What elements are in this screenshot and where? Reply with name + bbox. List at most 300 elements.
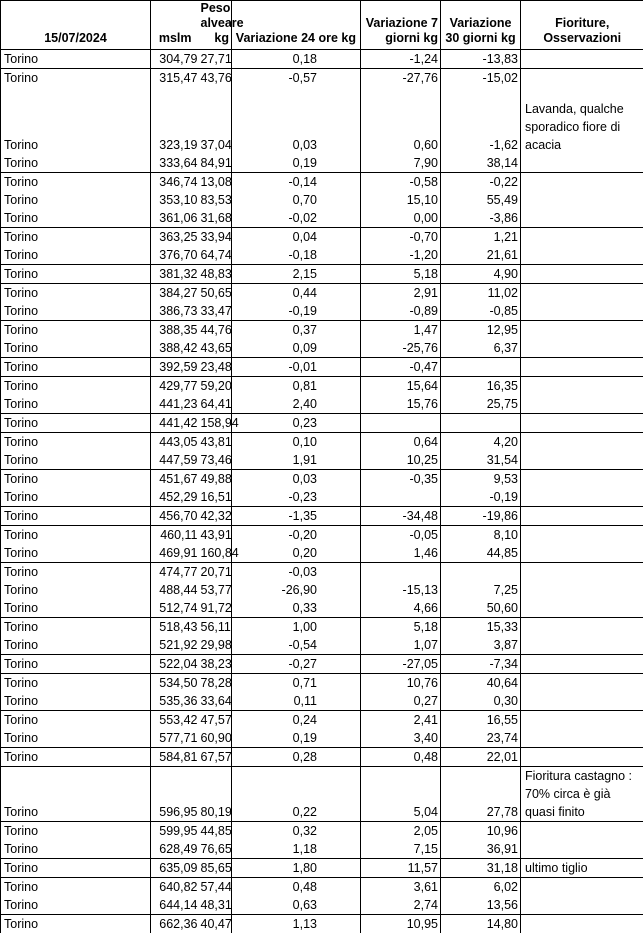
cell-v24[interactable]: 0,63 xyxy=(232,896,361,915)
cell-loc[interactable]: Torino xyxy=(1,507,151,526)
cell-mslm[interactable]: 640,82 xyxy=(159,880,198,894)
cell-v24[interactable]: -26,90 xyxy=(232,581,361,599)
cell-peso[interactable]: 50,65 xyxy=(198,284,232,303)
cell-notes[interactable] xyxy=(521,822,643,841)
cell-v30[interactable]: 14,80 xyxy=(441,915,521,934)
cell-v30[interactable]: -0,22 xyxy=(441,173,521,192)
cell-mslm[interactable]: 596,95 xyxy=(151,767,198,822)
cell-v30[interactable]: 16,35 xyxy=(441,377,521,396)
cell-peso[interactable]: 60,90 xyxy=(198,729,232,748)
cell-notes[interactable] xyxy=(521,544,643,563)
cell-peso[interactable]: 91,72 xyxy=(198,599,232,618)
cell-v7[interactable]: 7,90 xyxy=(361,154,441,173)
cell-mslm[interactable]: 323,19 xyxy=(159,138,198,152)
cell-v30[interactable]: 16,55 xyxy=(441,711,521,730)
cell-notes[interactable] xyxy=(521,451,643,470)
cell-v24[interactable]: -0,01 xyxy=(232,358,361,377)
cell-mslm[interactable]: 662,36 xyxy=(159,917,198,931)
cell-v30[interactable]: -3,86 xyxy=(441,209,521,228)
cell-mslm[interactable]: 363,25 xyxy=(159,230,198,244)
cell-v24[interactable]: 0,19 xyxy=(232,154,361,173)
cell-v30[interactable]: 11,02 xyxy=(441,284,521,303)
cell-notes[interactable] xyxy=(521,414,643,433)
cell-v30[interactable]: 27,78 xyxy=(441,767,521,822)
cell-v30[interactable] xyxy=(441,563,521,582)
cell-v30[interactable]: 15,33 xyxy=(441,618,521,637)
cell-mslm[interactable]: 388,35 xyxy=(159,323,198,337)
cell-mslm[interactable]: 392,59 xyxy=(151,358,198,377)
cell-notes[interactable] xyxy=(521,636,643,655)
cell-notes[interactable] xyxy=(521,674,643,693)
cell-peso[interactable]: 20,71 xyxy=(198,563,232,582)
cell-v30[interactable]: 4,90 xyxy=(441,265,521,284)
cell-v7[interactable]: 0,48 xyxy=(361,748,441,767)
cell-v7[interactable] xyxy=(361,563,441,582)
cell-v7[interactable]: -0,70 xyxy=(361,228,441,247)
cell-notes[interactable]: ultimo tiglio xyxy=(521,859,643,878)
cell-v30[interactable]: 0,30 xyxy=(441,692,521,711)
cell-peso[interactable]: 27,71 xyxy=(198,50,232,69)
cell-mslm[interactable]: 315,47 xyxy=(159,71,198,85)
cell-notes[interactable] xyxy=(521,246,643,265)
cell-loc[interactable]: Torino xyxy=(1,655,151,674)
cell-v7[interactable] xyxy=(361,488,441,507)
cell-v7[interactable]: 15,76 xyxy=(361,395,441,414)
cell-notes[interactable] xyxy=(521,395,643,414)
cell-v24[interactable]: -0,19 xyxy=(232,302,361,321)
cell-peso[interactable]: 43,81 xyxy=(198,433,232,452)
cell-v24[interactable]: -0,54 xyxy=(232,636,361,655)
cell-loc[interactable]: Torino xyxy=(1,339,151,358)
cell-v30[interactable] xyxy=(441,414,521,433)
cell-loc[interactable]: Torino xyxy=(1,896,151,915)
cell-notes[interactable] xyxy=(521,488,643,507)
cell-mslm[interactable]: 474,77 xyxy=(159,565,198,579)
cell-peso[interactable]: 33,64 xyxy=(198,692,232,711)
cell-v24[interactable]: 1,00 xyxy=(232,618,361,637)
cell-v30[interactable]: -15,02 xyxy=(441,69,521,88)
cell-v7[interactable]: 0,27 xyxy=(361,692,441,711)
cell-peso[interactable]: 158,94 xyxy=(198,414,232,433)
cell-v24[interactable]: 0,03 xyxy=(232,87,361,154)
cell-v24[interactable]: -0,03 xyxy=(232,563,361,582)
cell-peso[interactable]: 59,20 xyxy=(198,377,232,396)
cell-mslm[interactable]: 381,32 xyxy=(151,265,198,284)
cell-v24[interactable]: 0,48 xyxy=(232,878,361,897)
cell-v30[interactable]: 44,85 xyxy=(441,544,521,563)
cell-v30[interactable]: -0,85 xyxy=(441,302,521,321)
cell-notes[interactable] xyxy=(521,173,643,192)
cell-v30[interactable]: 55,49 xyxy=(441,191,521,209)
cell-loc[interactable]: Torino xyxy=(1,674,151,693)
cell-v24[interactable]: -0,02 xyxy=(232,209,361,228)
cell-mslm[interactable]: 441,42 xyxy=(151,414,198,433)
cell-v7[interactable]: 15,10 xyxy=(361,191,441,209)
cell-loc[interactable]: Torino xyxy=(1,69,151,88)
cell-v30[interactable] xyxy=(441,358,521,377)
cell-peso[interactable]: 48,31 xyxy=(198,896,232,915)
cell-v30[interactable]: 21,61 xyxy=(441,246,521,265)
cell-v24[interactable]: 0,19 xyxy=(232,729,361,748)
cell-v24[interactable]: 0,10 xyxy=(232,433,361,452)
cell-v7[interactable]: -0,05 xyxy=(361,526,441,545)
cell-loc[interactable]: Torino xyxy=(1,563,151,582)
cell-loc[interactable]: Torino xyxy=(1,87,151,154)
cell-notes[interactable]: Lavanda, qualche sporadico fiore di acacia xyxy=(525,102,624,152)
cell-peso[interactable]: 78,28 xyxy=(198,674,232,693)
cell-notes[interactable] xyxy=(521,50,643,69)
cell-v24[interactable]: 0,03 xyxy=(232,470,361,489)
cell-mslm[interactable]: 512,74 xyxy=(151,599,198,618)
cell-v24[interactable]: -0,18 xyxy=(232,246,361,265)
cell-notes[interactable] xyxy=(521,433,643,452)
cell-v24[interactable]: 0,24 xyxy=(232,711,361,730)
cell-v30[interactable]: -0,19 xyxy=(441,488,521,507)
cell-v30[interactable]: 1,21 xyxy=(441,228,521,247)
cell-v24[interactable]: 0,71 xyxy=(232,674,361,693)
cell-peso[interactable]: 80,19 xyxy=(198,767,232,822)
cell-v24[interactable]: -1,35 xyxy=(232,507,361,526)
cell-loc[interactable]: Torino xyxy=(1,840,151,859)
cell-v30[interactable]: 10,96 xyxy=(441,822,521,841)
cell-v24[interactable]: 0,32 xyxy=(232,822,361,841)
cell-loc[interactable]: Torino xyxy=(1,711,151,730)
cell-loc[interactable]: Torino xyxy=(1,526,151,545)
cell-v30[interactable]: 22,01 xyxy=(441,748,521,767)
cell-v24[interactable]: 2,15 xyxy=(232,265,361,284)
cell-v24[interactable]: 0,37 xyxy=(232,321,361,340)
cell-v24[interactable]: 2,40 xyxy=(232,395,361,414)
cell-v30[interactable]: -7,34 xyxy=(441,655,521,674)
cell-peso[interactable]: 57,44 xyxy=(198,878,232,897)
cell-peso[interactable]: 73,46 xyxy=(198,451,232,470)
cell-mslm[interactable]: 628,49 xyxy=(151,840,198,859)
cell-peso[interactable]: 76,65 xyxy=(198,840,232,859)
cell-loc[interactable]: Torino xyxy=(1,414,151,433)
cell-v30[interactable]: 31,18 xyxy=(441,859,521,878)
cell-v24[interactable]: -0,14 xyxy=(232,173,361,192)
cell-loc[interactable]: Torino xyxy=(1,377,151,396)
cell-v7[interactable]: -27,76 xyxy=(361,69,441,88)
cell-v24[interactable]: 0,20 xyxy=(232,544,361,563)
cell-mslm[interactable]: 304,79 xyxy=(151,50,198,69)
cell-notes[interactable] xyxy=(521,840,643,859)
cell-v24[interactable]: 0,11 xyxy=(232,692,361,711)
cell-v24[interactable]: 1,80 xyxy=(232,859,361,878)
cell-v30[interactable]: 12,95 xyxy=(441,321,521,340)
cell-v7[interactable]: 1,46 xyxy=(361,544,441,563)
cell-mslm[interactable]: 443,05 xyxy=(159,435,198,449)
cell-peso[interactable]: 67,57 xyxy=(198,748,232,767)
cell-notes[interactable] xyxy=(521,711,643,730)
cell-notes[interactable]: Fioritura castagno : 70% circa è già quasi finito xyxy=(521,767,643,822)
cell-v7[interactable]: 10,76 xyxy=(361,674,441,693)
cell-mslm[interactable]: 429,77 xyxy=(159,379,198,393)
cell-v30[interactable]: 3,87 xyxy=(441,636,521,655)
cell-mslm[interactable]: 535,36 xyxy=(151,692,198,711)
cell-loc[interactable]: Torino xyxy=(1,915,151,934)
cell-v7[interactable]: 2,41 xyxy=(361,711,441,730)
cell-v24[interactable]: 0,28 xyxy=(232,748,361,767)
cell-notes[interactable] xyxy=(521,191,643,209)
cell-v30[interactable]: 38,14 xyxy=(441,154,521,173)
cell-peso[interactable]: 85,65 xyxy=(198,859,232,878)
cell-notes[interactable] xyxy=(521,284,643,303)
cell-peso[interactable]: 37,04 xyxy=(198,87,232,154)
cell-peso[interactable]: 16,51 xyxy=(198,488,232,507)
cell-notes[interactable] xyxy=(521,729,643,748)
cell-v24[interactable]: 0,23 xyxy=(232,414,361,433)
cell-v30[interactable]: 8,10 xyxy=(441,526,521,545)
cell-mslm[interactable]: 518,43 xyxy=(159,620,198,634)
cell-v24[interactable]: 0,22 xyxy=(232,767,361,822)
cell-mslm[interactable]: 534,50 xyxy=(159,676,198,690)
cell-v30[interactable]: 25,75 xyxy=(441,395,521,414)
cell-v30[interactable]: -19,86 xyxy=(441,507,521,526)
cell-peso[interactable]: 64,41 xyxy=(198,395,232,414)
cell-v7[interactable]: 11,57 xyxy=(361,859,441,878)
cell-v7[interactable]: 5,04 xyxy=(361,767,441,822)
cell-peso[interactable]: 33,94 xyxy=(198,228,232,247)
cell-v30[interactable]: 7,25 xyxy=(441,581,521,599)
cell-v24[interactable]: 0,44 xyxy=(232,284,361,303)
cell-v7[interactable]: 15,64 xyxy=(361,377,441,396)
cell-loc[interactable]: Torino xyxy=(1,599,151,618)
cell-notes[interactable] xyxy=(521,507,643,526)
cell-loc[interactable]: Torino xyxy=(1,729,151,748)
cell-mslm[interactable]: 376,70 xyxy=(151,246,198,265)
cell-v7[interactable]: 10,25 xyxy=(361,451,441,470)
cell-mslm[interactable]: 460,11 xyxy=(160,528,198,542)
cell-notes[interactable] xyxy=(521,154,643,173)
cell-v24[interactable]: -0,20 xyxy=(232,526,361,545)
cell-peso[interactable]: 49,88 xyxy=(198,470,232,489)
cell-notes[interactable] xyxy=(521,655,643,674)
cell-v24[interactable]: 0,04 xyxy=(232,228,361,247)
cell-mslm[interactable]: 469,91 xyxy=(151,544,198,563)
cell-notes[interactable] xyxy=(521,228,643,247)
cell-loc[interactable]: Torino xyxy=(1,451,151,470)
cell-notes[interactable] xyxy=(521,896,643,915)
cell-mslm[interactable]: 441,23 xyxy=(151,395,198,414)
cell-notes[interactable] xyxy=(521,599,643,618)
cell-loc[interactable]: Torino xyxy=(1,748,151,767)
cell-v7[interactable]: 5,18 xyxy=(361,618,441,637)
cell-peso[interactable]: 38,23 xyxy=(198,655,232,674)
cell-v24[interactable]: 0,33 xyxy=(232,599,361,618)
cell-loc[interactable]: Torino xyxy=(1,209,151,228)
cell-loc[interactable]: Torino xyxy=(1,246,151,265)
cell-mslm[interactable]: 451,67 xyxy=(159,472,198,486)
cell-loc[interactable]: Torino xyxy=(1,154,151,173)
cell-notes[interactable] xyxy=(521,563,643,582)
cell-loc[interactable]: Torino xyxy=(1,488,151,507)
cell-loc[interactable]: Torino xyxy=(1,859,151,878)
cell-v30[interactable]: 9,53 xyxy=(441,470,521,489)
cell-peso[interactable]: 43,65 xyxy=(198,339,232,358)
cell-v30[interactable]: 23,74 xyxy=(441,729,521,748)
cell-v24[interactable]: 0,70 xyxy=(232,191,361,209)
cell-v7[interactable]: 1,07 xyxy=(361,636,441,655)
cell-peso[interactable]: 44,76 xyxy=(198,321,232,340)
cell-notes[interactable] xyxy=(521,581,643,599)
cell-peso[interactable]: 33,47 xyxy=(198,302,232,321)
cell-peso[interactable]: 56,11 xyxy=(198,618,232,637)
cell-peso[interactable]: 23,48 xyxy=(198,358,232,377)
cell-v30[interactable]: 6,02 xyxy=(441,878,521,897)
cell-v7[interactable]: 1,47 xyxy=(361,321,441,340)
cell-loc[interactable]: Torino xyxy=(1,636,151,655)
cell-peso[interactable]: 64,74 xyxy=(198,246,232,265)
cell-notes[interactable] xyxy=(521,377,643,396)
cell-peso[interactable]: 29,98 xyxy=(198,636,232,655)
cell-notes[interactable] xyxy=(521,265,643,284)
cell-v24[interactable]: 1,13 xyxy=(232,915,361,934)
cell-v7[interactable]: -0,89 xyxy=(361,302,441,321)
cell-v7[interactable]: 7,15 xyxy=(361,840,441,859)
cell-mslm[interactable]: 635,09 xyxy=(151,859,198,878)
cell-mslm[interactable]: 353,10 xyxy=(159,193,198,207)
cell-mslm[interactable]: 452,29 xyxy=(151,488,198,507)
cell-peso[interactable]: 31,68 xyxy=(198,209,232,228)
cell-mslm[interactable]: 599,95 xyxy=(159,824,198,838)
cell-loc[interactable]: Torino xyxy=(1,191,151,209)
cell-notes[interactable] xyxy=(521,69,643,88)
cell-loc[interactable]: Torino xyxy=(1,50,151,69)
cell-loc[interactable]: Torino xyxy=(1,692,151,711)
cell-v7[interactable]: -1,20 xyxy=(361,246,441,265)
cell-v24[interactable]: 0,09 xyxy=(232,339,361,358)
cell-v7[interactable]: 3,40 xyxy=(361,729,441,748)
cell-notes[interactable] xyxy=(521,618,643,637)
cell-mslm[interactable]: 456,70 xyxy=(151,507,198,526)
cell-loc[interactable]: Torino xyxy=(1,395,151,414)
cell-v24[interactable]: -0,57 xyxy=(232,69,361,88)
cell-v7[interactable]: 5,18 xyxy=(361,265,441,284)
cell-loc[interactable]: Torino xyxy=(1,878,151,897)
cell-mslm[interactable]: 522,04 xyxy=(151,655,198,674)
cell-peso[interactable]: 83,53 xyxy=(198,191,232,209)
cell-mslm[interactable]: 644,14 xyxy=(151,896,198,915)
cell-notes[interactable] xyxy=(521,748,643,767)
cell-loc[interactable]: Torino xyxy=(1,358,151,377)
cell-peso[interactable]: 43,91 xyxy=(198,526,232,545)
cell-loc[interactable]: Torino xyxy=(1,433,151,452)
cell-v7[interactable]: -0,47 xyxy=(361,358,441,377)
cell-mslm[interactable]: 447,59 xyxy=(151,451,198,470)
cell-v7[interactable]: 0,64 xyxy=(361,433,441,452)
cell-loc[interactable]: Torino xyxy=(1,581,151,599)
cell-v7[interactable] xyxy=(361,414,441,433)
cell-v7[interactable]: -27,05 xyxy=(361,655,441,674)
cell-v24[interactable]: -0,23 xyxy=(232,488,361,507)
cell-mslm[interactable]: 333,64 xyxy=(151,154,198,173)
cell-peso[interactable]: 84,91 xyxy=(198,154,232,173)
cell-v7[interactable]: 2,91 xyxy=(361,284,441,303)
cell-peso[interactable]: 48,83 xyxy=(198,265,232,284)
cell-peso[interactable]: 40,47 xyxy=(198,915,232,934)
cell-notes[interactable] xyxy=(521,358,643,377)
cell-v30[interactable]: -1,62 xyxy=(441,87,521,154)
cell-loc[interactable]: Torino xyxy=(1,822,151,841)
cell-loc[interactable]: Torino xyxy=(1,228,151,247)
cell-peso[interactable]: 13,08 xyxy=(198,173,232,192)
cell-mslm[interactable]: 553,42 xyxy=(159,713,198,727)
cell-mslm[interactable]: 386,73 xyxy=(151,302,198,321)
cell-v7[interactable]: 10,95 xyxy=(361,915,441,934)
cell-v7[interactable]: -1,24 xyxy=(361,50,441,69)
cell-v30[interactable]: 50,60 xyxy=(441,599,521,618)
cell-v24[interactable]: 1,91 xyxy=(232,451,361,470)
cell-v7[interactable]: -15,13 xyxy=(361,581,441,599)
cell-v24[interactable]: 0,81 xyxy=(232,377,361,396)
cell-v30[interactable]: 13,56 xyxy=(441,896,521,915)
cell-loc[interactable]: Torino xyxy=(1,544,151,563)
cell-notes[interactable] xyxy=(521,339,643,358)
cell-mslm[interactable]: 521,92 xyxy=(151,636,198,655)
cell-v7[interactable]: -34,48 xyxy=(361,507,441,526)
cell-notes[interactable] xyxy=(521,209,643,228)
cell-v7[interactable]: 3,61 xyxy=(361,878,441,897)
cell-v30[interactable]: 36,91 xyxy=(441,840,521,859)
cell-loc[interactable]: Torino xyxy=(1,284,151,303)
cell-loc[interactable]: Torino xyxy=(1,470,151,489)
cell-loc[interactable]: Torino xyxy=(1,302,151,321)
cell-peso[interactable]: 53,77 xyxy=(198,581,232,599)
cell-mslm[interactable]: 584,81 xyxy=(151,748,198,767)
cell-v7[interactable]: -0,35 xyxy=(361,470,441,489)
cell-v7[interactable]: 2,05 xyxy=(361,822,441,841)
cell-mslm[interactable]: 361,06 xyxy=(151,209,198,228)
cell-notes[interactable] xyxy=(521,470,643,489)
cell-loc[interactable]: Torino xyxy=(1,767,151,822)
cell-v24[interactable]: 1,18 xyxy=(232,840,361,859)
cell-v30[interactable]: -13,83 xyxy=(441,50,521,69)
cell-peso[interactable]: 43,76 xyxy=(198,69,232,88)
cell-loc[interactable]: Torino xyxy=(1,265,151,284)
cell-peso[interactable]: 42,32 xyxy=(198,507,232,526)
cell-mslm[interactable]: 388,42 xyxy=(151,339,198,358)
cell-loc[interactable]: Torino xyxy=(1,173,151,192)
cell-loc[interactable]: Torino xyxy=(1,321,151,340)
cell-notes[interactable] xyxy=(521,321,643,340)
cell-v7[interactable]: 0,60 xyxy=(361,87,441,154)
cell-peso[interactable]: 44,85 xyxy=(198,822,232,841)
cell-loc[interactable]: Torino xyxy=(1,618,151,637)
cell-v7[interactable]: 0,00 xyxy=(361,209,441,228)
cell-v7[interactable]: 4,66 xyxy=(361,599,441,618)
cell-mslm[interactable]: 488,44 xyxy=(159,583,198,597)
cell-mslm[interactable]: 384,27 xyxy=(159,286,198,300)
cell-mslm[interactable]: 346,74 xyxy=(159,175,198,189)
cell-v7[interactable]: -25,76 xyxy=(361,339,441,358)
cell-v30[interactable]: 31,54 xyxy=(441,451,521,470)
cell-v24[interactable]: -0,27 xyxy=(232,655,361,674)
cell-v7[interactable]: -0,58 xyxy=(361,173,441,192)
cell-v30[interactable]: 6,37 xyxy=(441,339,521,358)
cell-v24[interactable]: 0,18 xyxy=(232,50,361,69)
cell-v7[interactable]: 2,74 xyxy=(361,896,441,915)
cell-notes[interactable] xyxy=(521,526,643,545)
cell-v30[interactable]: 4,20 xyxy=(441,433,521,452)
cell-notes[interactable] xyxy=(521,915,643,934)
cell-notes[interactable] xyxy=(521,878,643,897)
cell-notes[interactable] xyxy=(521,302,643,321)
cell-notes[interactable] xyxy=(521,692,643,711)
cell-peso[interactable]: 160,84 xyxy=(198,544,232,563)
cell-v30[interactable]: 40,64 xyxy=(441,674,521,693)
cell-peso[interactable]: 47,57 xyxy=(198,711,232,730)
